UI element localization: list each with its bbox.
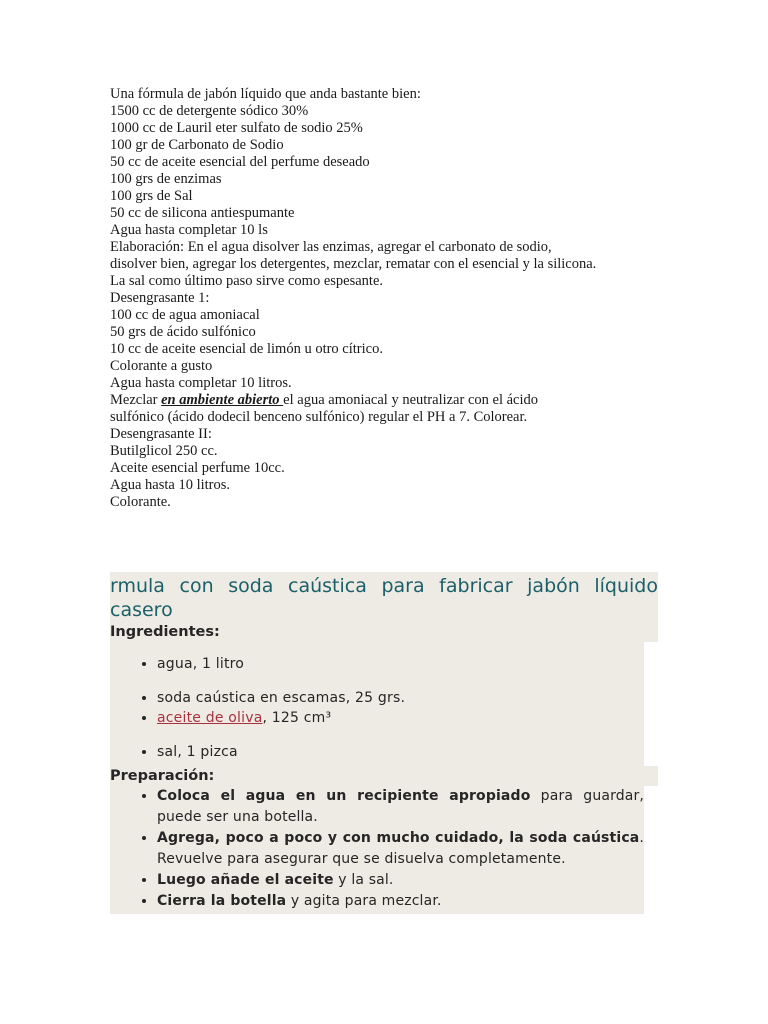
formula-line: Desengrasante II: — [110, 426, 212, 442]
formula-line: Colorante. — [110, 494, 171, 510]
formula-line: 100 grs de enzimas — [110, 171, 222, 187]
mix-suffix: el agua amoniacal y neutralizar con el ácido — [283, 392, 538, 408]
mix-prefix: Mezclar — [110, 392, 162, 408]
formula-line: Desengrasante 1: — [110, 290, 210, 306]
formula-line: Elaboración: En el agua disolver las enzimas, agregar el carbonato de sodio, — [110, 239, 552, 255]
ingredients-list — [110, 654, 644, 762]
formula-line: sulfónico (ácido dodecil benceno sulfónico) regular el PH a 7. Colorear. — [110, 409, 528, 425]
step-1-bold: Coloca el agua en un recipiente apropiado — [157, 788, 531, 804]
ingredients-label: Ingredientes: — [110, 622, 658, 642]
formula-line: 10 cc de aceite esencial de limón u otro cítrico. — [110, 341, 383, 357]
formula-line: Una fórmula de jabón líquido que anda bastante bien: — [110, 86, 421, 102]
step-4 — [157, 891, 644, 912]
preparation-steps — [110, 786, 644, 912]
ingredient-water: • agua, 1 litro — [157, 654, 644, 674]
formula-text-block — [110, 86, 670, 511]
recipe-heading: rmula con soda caústica para fabricar jabón líquido casero — [110, 572, 658, 622]
preparation-box — [110, 786, 644, 914]
formula-line: Colorante a gusto — [110, 358, 213, 374]
formula-line: 1500 cc de detergente sódico 30% — [110, 103, 309, 119]
formula-line: 100 gr de Carbonato de Sodio — [110, 137, 284, 153]
mix-emphasis: en ambiente abierto — [161, 392, 284, 408]
step-3-bold: Luego añade el aceite — [157, 872, 334, 888]
formula-line: 1000 cc de Lauril eter sulfato de sodio 25% — [110, 120, 363, 136]
formula-line: 100 grs de Sal — [110, 188, 193, 204]
formula-line: La sal como último paso sirve como espesante. — [110, 273, 384, 289]
step-4-bold: Cierra la botella — [157, 893, 287, 909]
formula-line: 50 cc de silicona antiespumante — [110, 205, 295, 221]
recipe-section — [110, 572, 658, 914]
formula-lines — [110, 86, 670, 392]
olive-oil-link[interactable]: aceite de oliva — [157, 710, 263, 726]
step-2 — [157, 828, 644, 870]
ingredient-soda: • soda caústica en escamas, 25 grs. — [157, 688, 644, 708]
step-2-bold: Agrega, poco a poco y con mucho cuidado, la soda caústica — [157, 830, 640, 846]
formula-line: Agua hasta completar 10 litros. — [110, 375, 292, 391]
formula-lines-after — [110, 409, 670, 511]
step-3 — [157, 870, 644, 891]
step-3-rest: y la sal. — [333, 872, 394, 888]
ingredient-oil — [157, 708, 644, 728]
ingredients-box — [110, 642, 644, 766]
formula-line: disolver bien, agregar los detergentes, mezclar, rematar con el esencial y la silicona. — [110, 256, 597, 272]
formula-line: Aceite esencial perfume 10cc. — [110, 460, 285, 476]
formula-line: 50 cc de aceite esencial del perfume deseado — [110, 154, 370, 170]
formula-line: Agua hasta 10 litros. — [110, 477, 231, 493]
formula-line: 50 grs de ácido sulfónico — [110, 324, 256, 340]
formula-line: Agua hasta completar 10 ls — [110, 222, 268, 238]
ingredient-salt: • sal, 1 pizca — [157, 742, 644, 762]
step-2-rest: . Revuelve para asegurar que se disuelva completamente. — [157, 830, 644, 867]
ingredient-oil-amount: , 125 cm³ — [262, 710, 332, 726]
step-4-rest: y agita para mezclar. — [286, 893, 442, 909]
formula-line: 100 cc de agua amoniacal — [110, 307, 260, 323]
step-1 — [157, 786, 644, 828]
preparation-label: Preparación: — [110, 766, 658, 786]
formula-line: Butilglicol 250 cc. — [110, 443, 218, 459]
step-1-rest: para guardar, puede ser una botella. — [157, 788, 645, 825]
mix-instruction-line — [110, 392, 670, 409]
